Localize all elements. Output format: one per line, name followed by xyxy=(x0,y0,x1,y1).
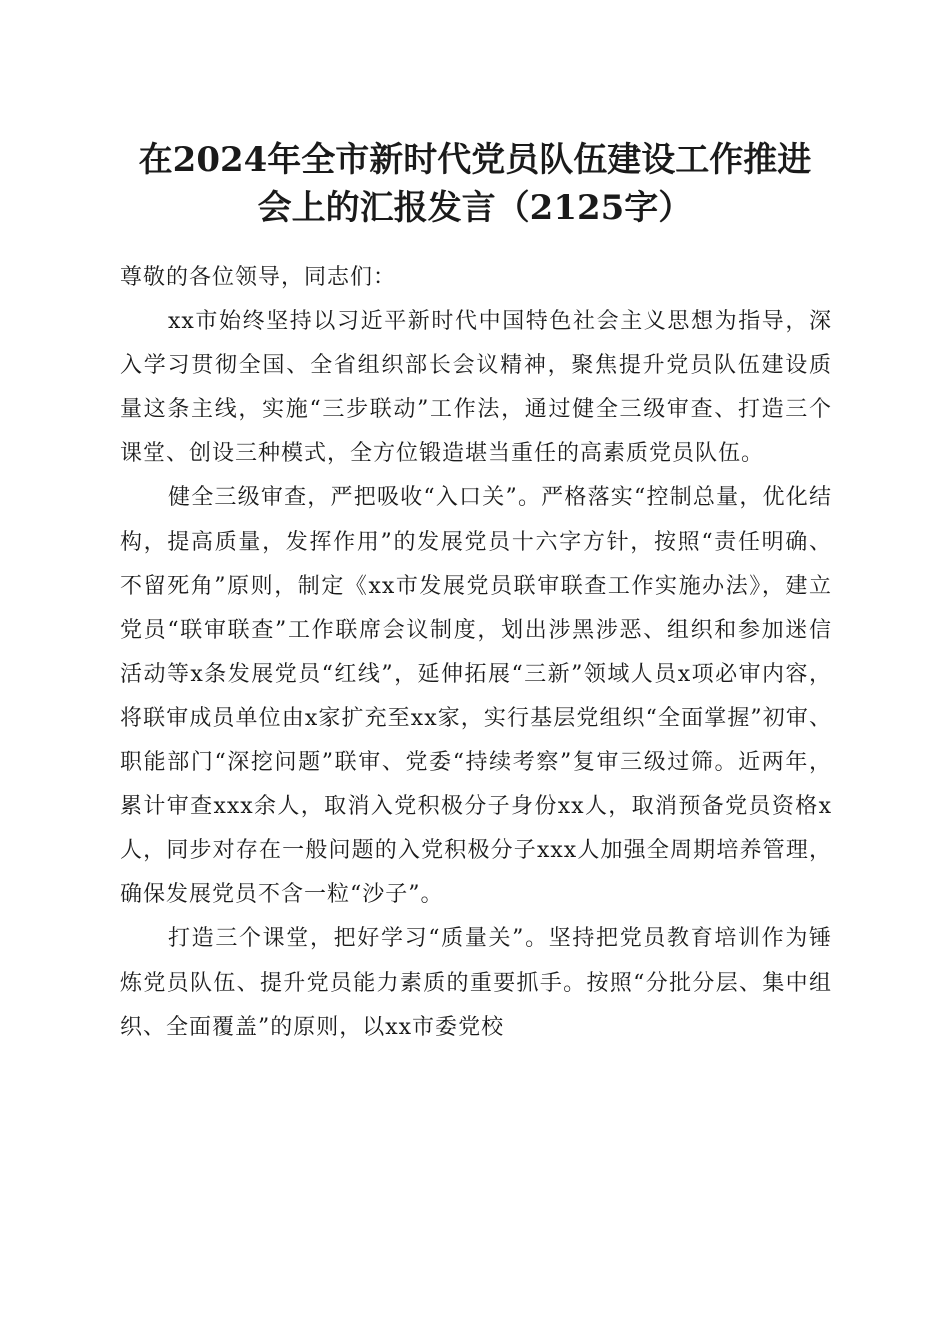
paragraph-review: 健全三级审查，严把吸收“入口关”。严格落实“控制总量，优化结构，提高质量，发挥作用”的发展党员十六字方针，按照“责任明确、不留死角”原则，制定《xx市发展党员联审联查工作实施办法》，建立党员“联审联查”工作联席会议制度，划出涉黑涉恶、组织和参加迷信活动等x条发展党员“红线”，延伸拓展“三新”领域人员x项必审内容，将联审成员单位由x家扩充至xx家，实行基层党组织“全面掌握”初审、职能部门“深挖问题”联审、党委“持续考察”复审三级过筛。近两年，累计审查xxx余人，取消入党积极分子身份xx人，取消预备党员资格x人，同步对存在一般问题的入党积极分子xxx人加强全周期培养管理，确保发展党员不含一粒“沙子”。 xyxy=(120,485,832,908)
paragraph-intro: xx市始终坚持以习近平新时代中国特色社会主义思想为指导，深入学习贯彻全国、全省组织部长会议精神，聚焦提升党员队伍建设质量这条主线，实施“三步联动”工作法，通过健全三级审查、打造三个课堂、创设三种模式，全方位锻造堪当重任的高素质党员队伍。 xyxy=(120,309,832,467)
greeting: 尊敬的各位领导，同志们： xyxy=(120,265,397,290)
document-title-line-1: 在2024年全市新时代党员队伍建设工作推进 xyxy=(138,140,812,180)
document-body xyxy=(120,256,832,1050)
document-title-line-2: 会上的汇报发言（2125字） xyxy=(257,188,693,228)
paragraph-classroom: 打造三个课堂，把好学习“质量关”。坚持把党员教育培训作为锤炼党员队伍、提升党员能力素质的重要抓手。按照“分批分层、集中组织、全面覆盖”的原则，以xx市委党校 xyxy=(120,926,832,1040)
